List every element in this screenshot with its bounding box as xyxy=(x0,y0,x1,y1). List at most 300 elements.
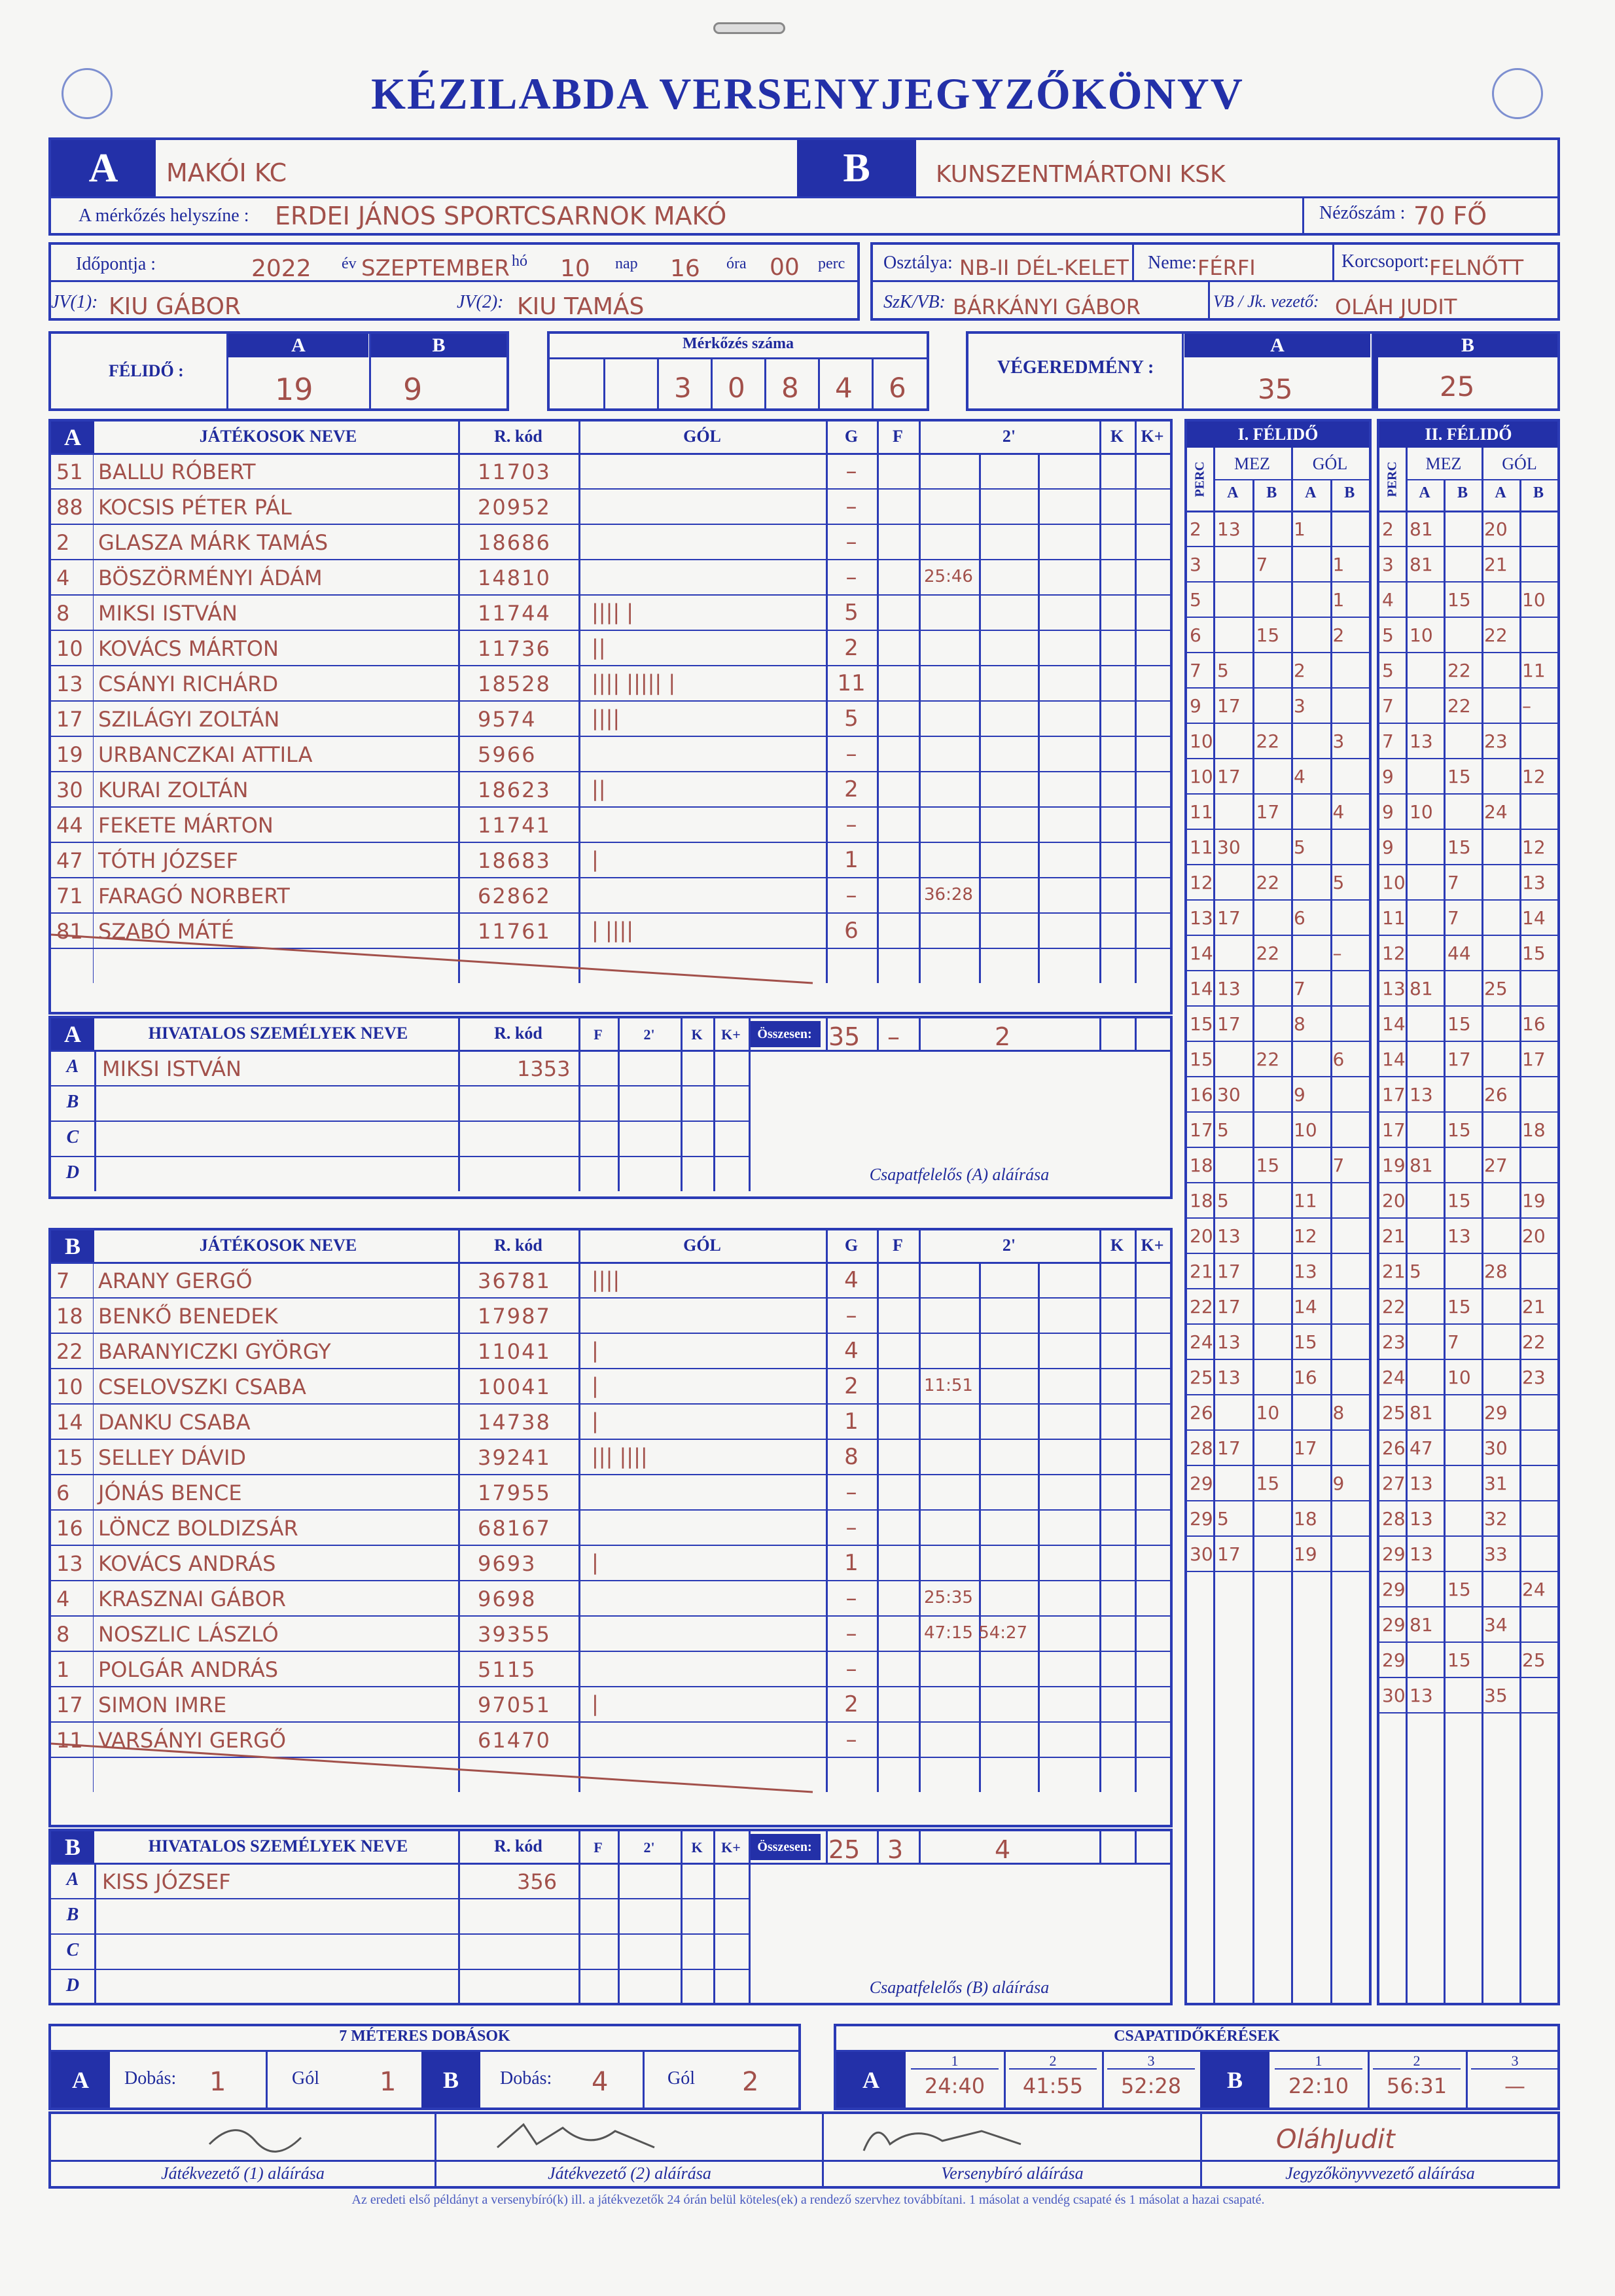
player-number: 17 xyxy=(56,1693,83,1717)
mez-b-value: 7 xyxy=(1447,907,1459,929)
perc-value: 21 xyxy=(1382,1225,1406,1247)
agegroup-label: Korcsoport: xyxy=(1341,251,1429,272)
team_b-officials-rkod-header: R. kód xyxy=(494,1837,542,1856)
jv2-signature-mark xyxy=(497,2125,654,2147)
player-number: 11 xyxy=(56,1728,83,1753)
player-name: LÖNCZ BOLDIZSÁR xyxy=(98,1516,298,1541)
day-label: nap xyxy=(615,255,638,272)
player-rkod: 9574 xyxy=(478,707,537,732)
player-goals: 11 xyxy=(837,670,866,696)
mez-b-value: 22 xyxy=(1256,1049,1280,1070)
player-rkod: 5966 xyxy=(478,742,537,767)
score-value: 7 xyxy=(1294,978,1305,999)
perc-value: 30 xyxy=(1190,1543,1213,1565)
perc-value: 9 xyxy=(1190,695,1201,717)
player-number: 17 xyxy=(56,707,83,732)
player-number: 13 xyxy=(56,1551,83,1576)
player-number: 88 xyxy=(56,495,83,520)
team_a-header-f: F xyxy=(893,427,903,446)
seven-m-a-throws-label: Dobás: xyxy=(124,2068,177,2089)
team_a-officials-letter: A xyxy=(51,1018,94,1050)
player-number: 47 xyxy=(56,848,83,873)
score-value: 14 xyxy=(1522,907,1546,929)
timeout-a-num: 3 xyxy=(1147,2053,1155,2069)
mez-a-value: 13 xyxy=(1217,518,1241,540)
player-goals: – xyxy=(845,1585,857,1611)
player-number: 22 xyxy=(56,1339,83,1364)
spectators-value: 70 FŐ xyxy=(1413,202,1487,230)
team_b-header-rkod: R. kód xyxy=(494,1236,542,1255)
mez-a-value: 17 xyxy=(1217,1296,1241,1318)
score-value: 22 xyxy=(1484,624,1508,646)
player-goals: – xyxy=(845,1656,857,1682)
perc-value: 20 xyxy=(1382,1190,1406,1211)
mez-a-value: 13 xyxy=(1217,1225,1241,1247)
mez-b-value: 22 xyxy=(1256,942,1280,964)
score-value: 17 xyxy=(1294,1437,1317,1459)
perc-value: 22 xyxy=(1382,1296,1406,1318)
player-name: KOVÁCS ANDRÁS xyxy=(98,1551,276,1576)
player-suspension: 36:28 xyxy=(924,885,973,905)
player-rkod: 9698 xyxy=(478,1587,537,1611)
score-value: 3 xyxy=(1332,730,1345,752)
federation-logo-right-icon xyxy=(1492,68,1543,119)
match-number-label: Mérkőzés száma xyxy=(683,335,794,352)
score-value: 35 xyxy=(1484,1685,1508,1706)
perc-value: 29 xyxy=(1382,1649,1406,1671)
team-a-letter: A xyxy=(51,140,156,196)
score-value: 2 xyxy=(1294,660,1305,681)
hour-label: óra xyxy=(726,255,747,272)
timeout-a-num: 1 xyxy=(951,2053,959,2069)
perc-value: 29 xyxy=(1190,1473,1213,1494)
mez-a-value: 17 xyxy=(1217,907,1241,929)
player-rkod: 18623 xyxy=(478,778,551,802)
division-value: NB-II DÉL-KELET xyxy=(959,255,1129,280)
mez-a-value: 5 xyxy=(1217,1119,1229,1141)
score-value: 14 xyxy=(1294,1296,1317,1318)
score-value: 5 xyxy=(1294,836,1305,858)
team_b-header-players: JÁTÉKOSOK NEVE xyxy=(199,1236,357,1255)
score-value: 1 xyxy=(1332,554,1345,575)
score-value: 17 xyxy=(1522,1049,1546,1070)
player-name: URBANCZKAI ATTILA xyxy=(98,742,313,767)
score-value: 3 xyxy=(1294,695,1305,717)
score-value: 18 xyxy=(1522,1119,1546,1141)
szk-label: SzK/VB: xyxy=(883,292,946,312)
team-b-name: KUNSZENTMÁRTONI KSK xyxy=(936,161,1226,188)
mez-a-value: 5 xyxy=(1217,1508,1229,1530)
seven-m-a-goals: 1 xyxy=(380,2067,397,2097)
player-goal-tally: |||| ||||| | xyxy=(592,670,676,695)
perc-value: 2 xyxy=(1190,518,1201,540)
player-goal-tally: | xyxy=(592,1408,599,1433)
score-value: 10 xyxy=(1294,1119,1317,1141)
timeout-a-num: 2 xyxy=(1049,2053,1057,2069)
score-value: 5 xyxy=(1332,872,1345,893)
division-label: Osztálya: xyxy=(883,253,953,273)
player-rkod: 11744 xyxy=(478,601,551,626)
mez-b-value: 13 xyxy=(1447,1225,1471,1247)
timeout-a-value: 24:40 xyxy=(924,2073,985,2098)
timeout-b-value: 56:31 xyxy=(1386,2073,1447,2098)
score-value: 1 xyxy=(1332,589,1345,611)
timeouts-label: CSAPATIDŐKÉRÉSEK xyxy=(1114,2028,1280,2045)
team_a-header-g: G xyxy=(844,427,859,446)
score-value: 34 xyxy=(1484,1614,1508,1636)
score-value: 11 xyxy=(1294,1190,1317,1211)
team_a-header-two: 2' xyxy=(1002,427,1016,446)
player-number: 15 xyxy=(56,1445,83,1470)
perc-value: 9 xyxy=(1382,836,1394,858)
player-number: 6 xyxy=(56,1480,70,1505)
score-value: 26 xyxy=(1484,1084,1508,1105)
venue-value: ERDEI JÁNOS SPORTCSARNOK MAKÓ xyxy=(275,202,727,230)
federation-logo-left-icon xyxy=(62,68,113,119)
mez-a-value: 17 xyxy=(1217,1543,1241,1565)
perc-value: 29 xyxy=(1382,1579,1406,1600)
score-value: 8 xyxy=(1332,1402,1345,1424)
vb-value: OLÁH JUDIT xyxy=(1335,295,1457,319)
mez-b-value: 15 xyxy=(1256,1155,1280,1176)
score-value: 12 xyxy=(1522,766,1546,787)
mez-a-value: 13 xyxy=(1410,1084,1433,1105)
official-name: KISS JÓZSEF xyxy=(102,1869,231,1894)
team_a-officials-rkod-header: R. kód xyxy=(494,1024,542,1043)
player-number: 19 xyxy=(56,742,83,767)
perc-value: 24 xyxy=(1190,1331,1213,1353)
timeout-a-value: 41:55 xyxy=(1022,2073,1084,2098)
mez-a-value: 81 xyxy=(1410,1155,1433,1176)
half1-col-a: A xyxy=(1305,484,1317,501)
perc-value: 29 xyxy=(1382,1543,1406,1565)
player-rkod: 5115 xyxy=(478,1657,537,1682)
player-name: TÓTH JÓZSEF xyxy=(98,848,238,873)
score-value: 22 xyxy=(1522,1331,1546,1353)
player-goals: 1 xyxy=(844,847,859,873)
player-name: KURAI ZOLTÁN xyxy=(98,778,249,802)
perc-value: 5 xyxy=(1190,589,1201,611)
player-rkod: 36781 xyxy=(478,1268,551,1293)
player-name: FARAGÓ NORBERT xyxy=(98,884,290,908)
player-goals: – xyxy=(845,1515,857,1541)
mez-a-value: 17 xyxy=(1217,695,1241,717)
player-goal-tally: |||| | xyxy=(592,600,634,624)
player-rkod: 14738 xyxy=(478,1410,551,1435)
perc-value: 11 xyxy=(1190,836,1213,858)
timeout-b-value: 22:10 xyxy=(1288,2073,1349,2098)
perc-value: 10 xyxy=(1190,730,1213,752)
player-name: BARANYICZKI GYÖRGY xyxy=(98,1339,331,1364)
perc-value: 17 xyxy=(1190,1119,1213,1141)
seven-m-a-throws: 1 xyxy=(209,2067,226,2097)
player-rkod: 14810 xyxy=(478,565,551,590)
team_a-header-kplus: K+ xyxy=(1141,427,1164,446)
team_b-officials-kplus-header: K+ xyxy=(721,1839,741,1856)
team_a-total-f: – xyxy=(887,1022,900,1051)
perc-value: 14 xyxy=(1382,1013,1406,1035)
half1-col-b: B xyxy=(1344,484,1355,501)
seven-m-a-goal-label: Gól xyxy=(292,2068,319,2089)
jv1-signature-mark xyxy=(209,2130,301,2152)
team_b-header-f: F xyxy=(893,1236,903,1255)
perc-value: 23 xyxy=(1382,1331,1406,1353)
page-title: KÉZILABDA VERSENYJEGYZŐKÖNYV xyxy=(371,69,1244,118)
official-letter: D xyxy=(65,1162,80,1183)
spectators-label: Nézőszám : xyxy=(1319,203,1406,223)
perc-value: 18 xyxy=(1190,1155,1213,1176)
gender-label: Neme: xyxy=(1148,253,1197,273)
player-goals: – xyxy=(845,882,857,908)
perc-value: 22 xyxy=(1190,1296,1213,1318)
perc-value: 14 xyxy=(1190,942,1213,964)
player-name: NOSZLIC LÁSZLÓ xyxy=(98,1622,279,1647)
official-rkod: 1353 xyxy=(517,1056,571,1081)
final-col-a: A xyxy=(1184,334,1370,357)
mez-b-value: 7 xyxy=(1447,872,1459,893)
team_a-header-rkod: R. kód xyxy=(494,427,542,446)
player-rkod: 62862 xyxy=(478,884,551,908)
perc-value: 7 xyxy=(1190,660,1201,681)
team_b-total-f: 3 xyxy=(887,1835,904,1864)
team_b-total-goals: 25 xyxy=(828,1835,861,1864)
perc-value: 11 xyxy=(1190,801,1213,823)
binding-hole xyxy=(713,22,785,34)
half1-col-a: A xyxy=(1227,484,1239,501)
half2-col-a: A xyxy=(1495,484,1506,501)
player-rkod: 97051 xyxy=(478,1693,551,1717)
perc-value: 5 xyxy=(1382,624,1394,646)
team_b-header-g: G xyxy=(844,1236,859,1255)
team_b-strike-line xyxy=(51,1737,826,1799)
player-name: KOVÁCS MÁRTON xyxy=(98,636,279,661)
team_a-strike-line xyxy=(51,928,826,990)
half2-perc-label: PERC xyxy=(1385,461,1400,497)
player-number: 4 xyxy=(56,1587,70,1611)
player-goals: 1 xyxy=(844,1408,859,1435)
half2-col-b: B xyxy=(1533,484,1544,501)
player-goals: – xyxy=(845,1621,857,1647)
perc-value: 17 xyxy=(1382,1084,1406,1105)
mez-a-value: 13 xyxy=(1410,1508,1433,1530)
team_a-officials-k-header: K xyxy=(691,1026,703,1043)
score-value: 10 xyxy=(1522,589,1546,611)
mez-b-value: 22 xyxy=(1447,660,1471,681)
final-b: 25 xyxy=(1440,370,1475,403)
score-value: 12 xyxy=(1294,1225,1317,1247)
player-suspension: 25:46 xyxy=(924,567,973,586)
perc-value: 17 xyxy=(1382,1119,1406,1141)
score-value: 24 xyxy=(1484,801,1508,823)
perc-value: 7 xyxy=(1382,695,1394,717)
player-name: BALLU RÓBERT xyxy=(98,459,256,484)
perc-value: 14 xyxy=(1382,1049,1406,1070)
official-name: MIKSI ISTVÁN xyxy=(102,1056,241,1081)
score-value: – xyxy=(1332,942,1342,964)
mez-a-value: 81 xyxy=(1410,1402,1433,1424)
team_a-signature-label: Csapatfelelős (A) aláírása xyxy=(869,1165,1050,1184)
perc-value: 9 xyxy=(1382,766,1394,787)
player-goals: 2 xyxy=(844,635,859,661)
mez-a-value: 81 xyxy=(1410,978,1433,999)
perc-value: 10 xyxy=(1382,872,1406,893)
perc-value: 28 xyxy=(1382,1508,1406,1530)
perc-value: 26 xyxy=(1190,1402,1213,1424)
score-value: 6 xyxy=(1294,907,1305,929)
player-name: CSÁNYI RICHÁRD xyxy=(98,672,279,696)
perc-value: 21 xyxy=(1382,1261,1406,1282)
score-value: 20 xyxy=(1484,518,1508,540)
team_b-header-two: 2' xyxy=(1002,1236,1016,1255)
player-goals: 2 xyxy=(844,1691,859,1717)
player-name: SZILÁGYI ZOLTÁN xyxy=(98,707,280,732)
footer-note: Az eredeti első példányt a versenybíró(k) ill. a játékvezetők 24 órán belül köteles(ek) a rendező szervhez továbbítani. 1 másolat a vendég csapaté és 1 másolat a hazai csapaté. xyxy=(351,2193,1265,2207)
score-value: 21 xyxy=(1522,1296,1546,1318)
perc-value: 29 xyxy=(1382,1614,1406,1636)
jk-signature-label: Jegyzőkönyvvezető aláírása xyxy=(1285,2164,1475,2183)
player-goals: – xyxy=(845,493,857,520)
player-suspension: 11:51 xyxy=(924,1376,973,1395)
mez-a-value: 81 xyxy=(1410,1614,1433,1636)
score-value: 6 xyxy=(1332,1049,1345,1070)
half1-perc-label: PERC xyxy=(1192,461,1207,497)
player-number: 18 xyxy=(56,1304,83,1329)
player-goals: 5 xyxy=(844,706,859,732)
player-rkod: 68167 xyxy=(478,1516,551,1541)
half2-label: II. FÉLIDŐ xyxy=(1379,422,1557,448)
jk-signature: OláhJudit xyxy=(1276,2125,1395,2155)
team_a-officials-two-header: 2' xyxy=(643,1026,655,1043)
player-goals: – xyxy=(845,812,857,838)
player-goals: – xyxy=(845,1479,857,1505)
score-value: 18 xyxy=(1294,1508,1317,1530)
perc-value: 19 xyxy=(1382,1155,1406,1176)
official-letter: B xyxy=(66,1092,79,1112)
player-number: 2 xyxy=(56,530,70,555)
player-goals: 6 xyxy=(844,918,859,944)
mez-a-value: 81 xyxy=(1410,554,1433,575)
mez-b-value: 15 xyxy=(1256,624,1280,646)
player-goal-tally: | |||| xyxy=(592,918,634,942)
player-name: FEKETE MÁRTON xyxy=(98,813,274,838)
mez-b-value: 10 xyxy=(1447,1367,1471,1388)
mez-b-value: 15 xyxy=(1447,1119,1471,1141)
mez-a-value: 30 xyxy=(1217,836,1241,858)
score-value: 16 xyxy=(1522,1013,1546,1035)
score-value: 33 xyxy=(1484,1543,1508,1565)
mez-b-value: 44 xyxy=(1447,942,1471,964)
score-value: 1 xyxy=(1294,518,1305,540)
team_b-total-label: Összesen: xyxy=(749,1834,821,1860)
team_b-signature-label: Csapatfelelős (B) aláírása xyxy=(869,1978,1050,1997)
jv1-value: KIU GÁBOR xyxy=(109,293,241,320)
timeout-b-value: — xyxy=(1504,2073,1525,2098)
score-value: 27 xyxy=(1484,1155,1508,1176)
mez-a-value: 30 xyxy=(1217,1084,1241,1105)
score-value: 19 xyxy=(1294,1543,1317,1565)
player-name: KRASZNAI GÁBOR xyxy=(98,1587,286,1611)
mez-b-value: 22 xyxy=(1447,695,1471,717)
vb-signature-label: Versenybíró aláírása xyxy=(941,2164,1084,2183)
player-goals: – xyxy=(845,529,857,555)
score-value: 8 xyxy=(1294,1013,1305,1035)
half1-box xyxy=(1184,419,1372,2005)
player-rkod: 61470 xyxy=(478,1728,551,1753)
team_b-header-gol: GÓL xyxy=(683,1236,721,1255)
perc-value: 9 xyxy=(1382,801,1394,823)
player-goals: 2 xyxy=(844,776,859,802)
score-value: 4 xyxy=(1294,766,1305,787)
mez-b-value: 22 xyxy=(1256,872,1280,893)
score-value: 9 xyxy=(1332,1473,1345,1494)
player-number: 10 xyxy=(56,636,83,661)
score-value: 15 xyxy=(1294,1331,1317,1353)
team_b-officials-letter: B xyxy=(51,1831,94,1863)
perc-value: 25 xyxy=(1190,1367,1213,1388)
player-rkod: 18683 xyxy=(478,848,551,873)
perc-value: 4 xyxy=(1382,589,1394,611)
mez-b-value: 17 xyxy=(1447,1049,1471,1070)
minute-value: 00 xyxy=(770,254,800,281)
score-value: 23 xyxy=(1522,1367,1546,1388)
mez-b-value: 22 xyxy=(1256,730,1280,752)
score-value: 7 xyxy=(1332,1155,1345,1176)
team_a-total-label: Összesen: xyxy=(749,1021,821,1047)
perc-value: 18 xyxy=(1190,1190,1213,1211)
half1-label: I. FÉLIDŐ xyxy=(1187,422,1369,448)
perc-value: 7 xyxy=(1382,730,1394,752)
official-letter: B xyxy=(66,1905,79,1925)
half1-col-b: B xyxy=(1266,484,1277,501)
timeouts-a-letter: A xyxy=(836,2052,906,2108)
score-value: 32 xyxy=(1484,1508,1508,1530)
player-goal-tally: |||| xyxy=(592,1267,620,1292)
jv1-signature-label: Játékvezető (1) aláírása xyxy=(161,2164,325,2183)
team_a-total-two: 2 xyxy=(995,1022,1011,1051)
perc-value: 14 xyxy=(1190,978,1213,999)
perc-value: 12 xyxy=(1382,942,1406,964)
player-name: VARSÁNYI GERGŐ xyxy=(98,1728,287,1753)
score-value: 31 xyxy=(1484,1473,1508,1494)
official-rkod: 356 xyxy=(517,1869,558,1894)
jv2-value: KIU TAMÁS xyxy=(517,293,645,320)
team-a-name: MAKÓI KC xyxy=(166,158,287,187)
perc-value: 24 xyxy=(1382,1367,1406,1388)
player-goals: 4 xyxy=(844,1338,859,1364)
vb-label: VB / Jk. vezető: xyxy=(1213,292,1319,311)
mez-a-value: 13 xyxy=(1217,1331,1241,1353)
player-name: KOCSIS PÉTER PÁL xyxy=(98,495,292,520)
jv1-label: JV(1): xyxy=(51,292,98,312)
team_b-officials-f-header: F xyxy=(594,1839,603,1856)
team_b-header-k: K xyxy=(1110,1236,1124,1255)
match-number-digit: 4 xyxy=(835,372,853,404)
perc-value: 11 xyxy=(1382,907,1406,929)
score-value: 24 xyxy=(1522,1579,1546,1600)
halftime-b: 9 xyxy=(403,372,423,407)
player-rkod: 18528 xyxy=(478,672,551,696)
player-number: 8 xyxy=(56,601,70,626)
player-rkod: 10041 xyxy=(478,1374,551,1399)
official-letter: A xyxy=(66,1056,79,1077)
player-number: 71 xyxy=(56,884,83,908)
mez-a-value: 5 xyxy=(1217,1190,1229,1211)
timeout-b-num: 3 xyxy=(1511,2053,1519,2069)
mez-a-value: 17 xyxy=(1217,1261,1241,1282)
gender-value: FÉRFI xyxy=(1198,255,1256,280)
perc-value: 27 xyxy=(1382,1473,1406,1494)
team_b-officials-two-header: 2' xyxy=(643,1839,655,1856)
